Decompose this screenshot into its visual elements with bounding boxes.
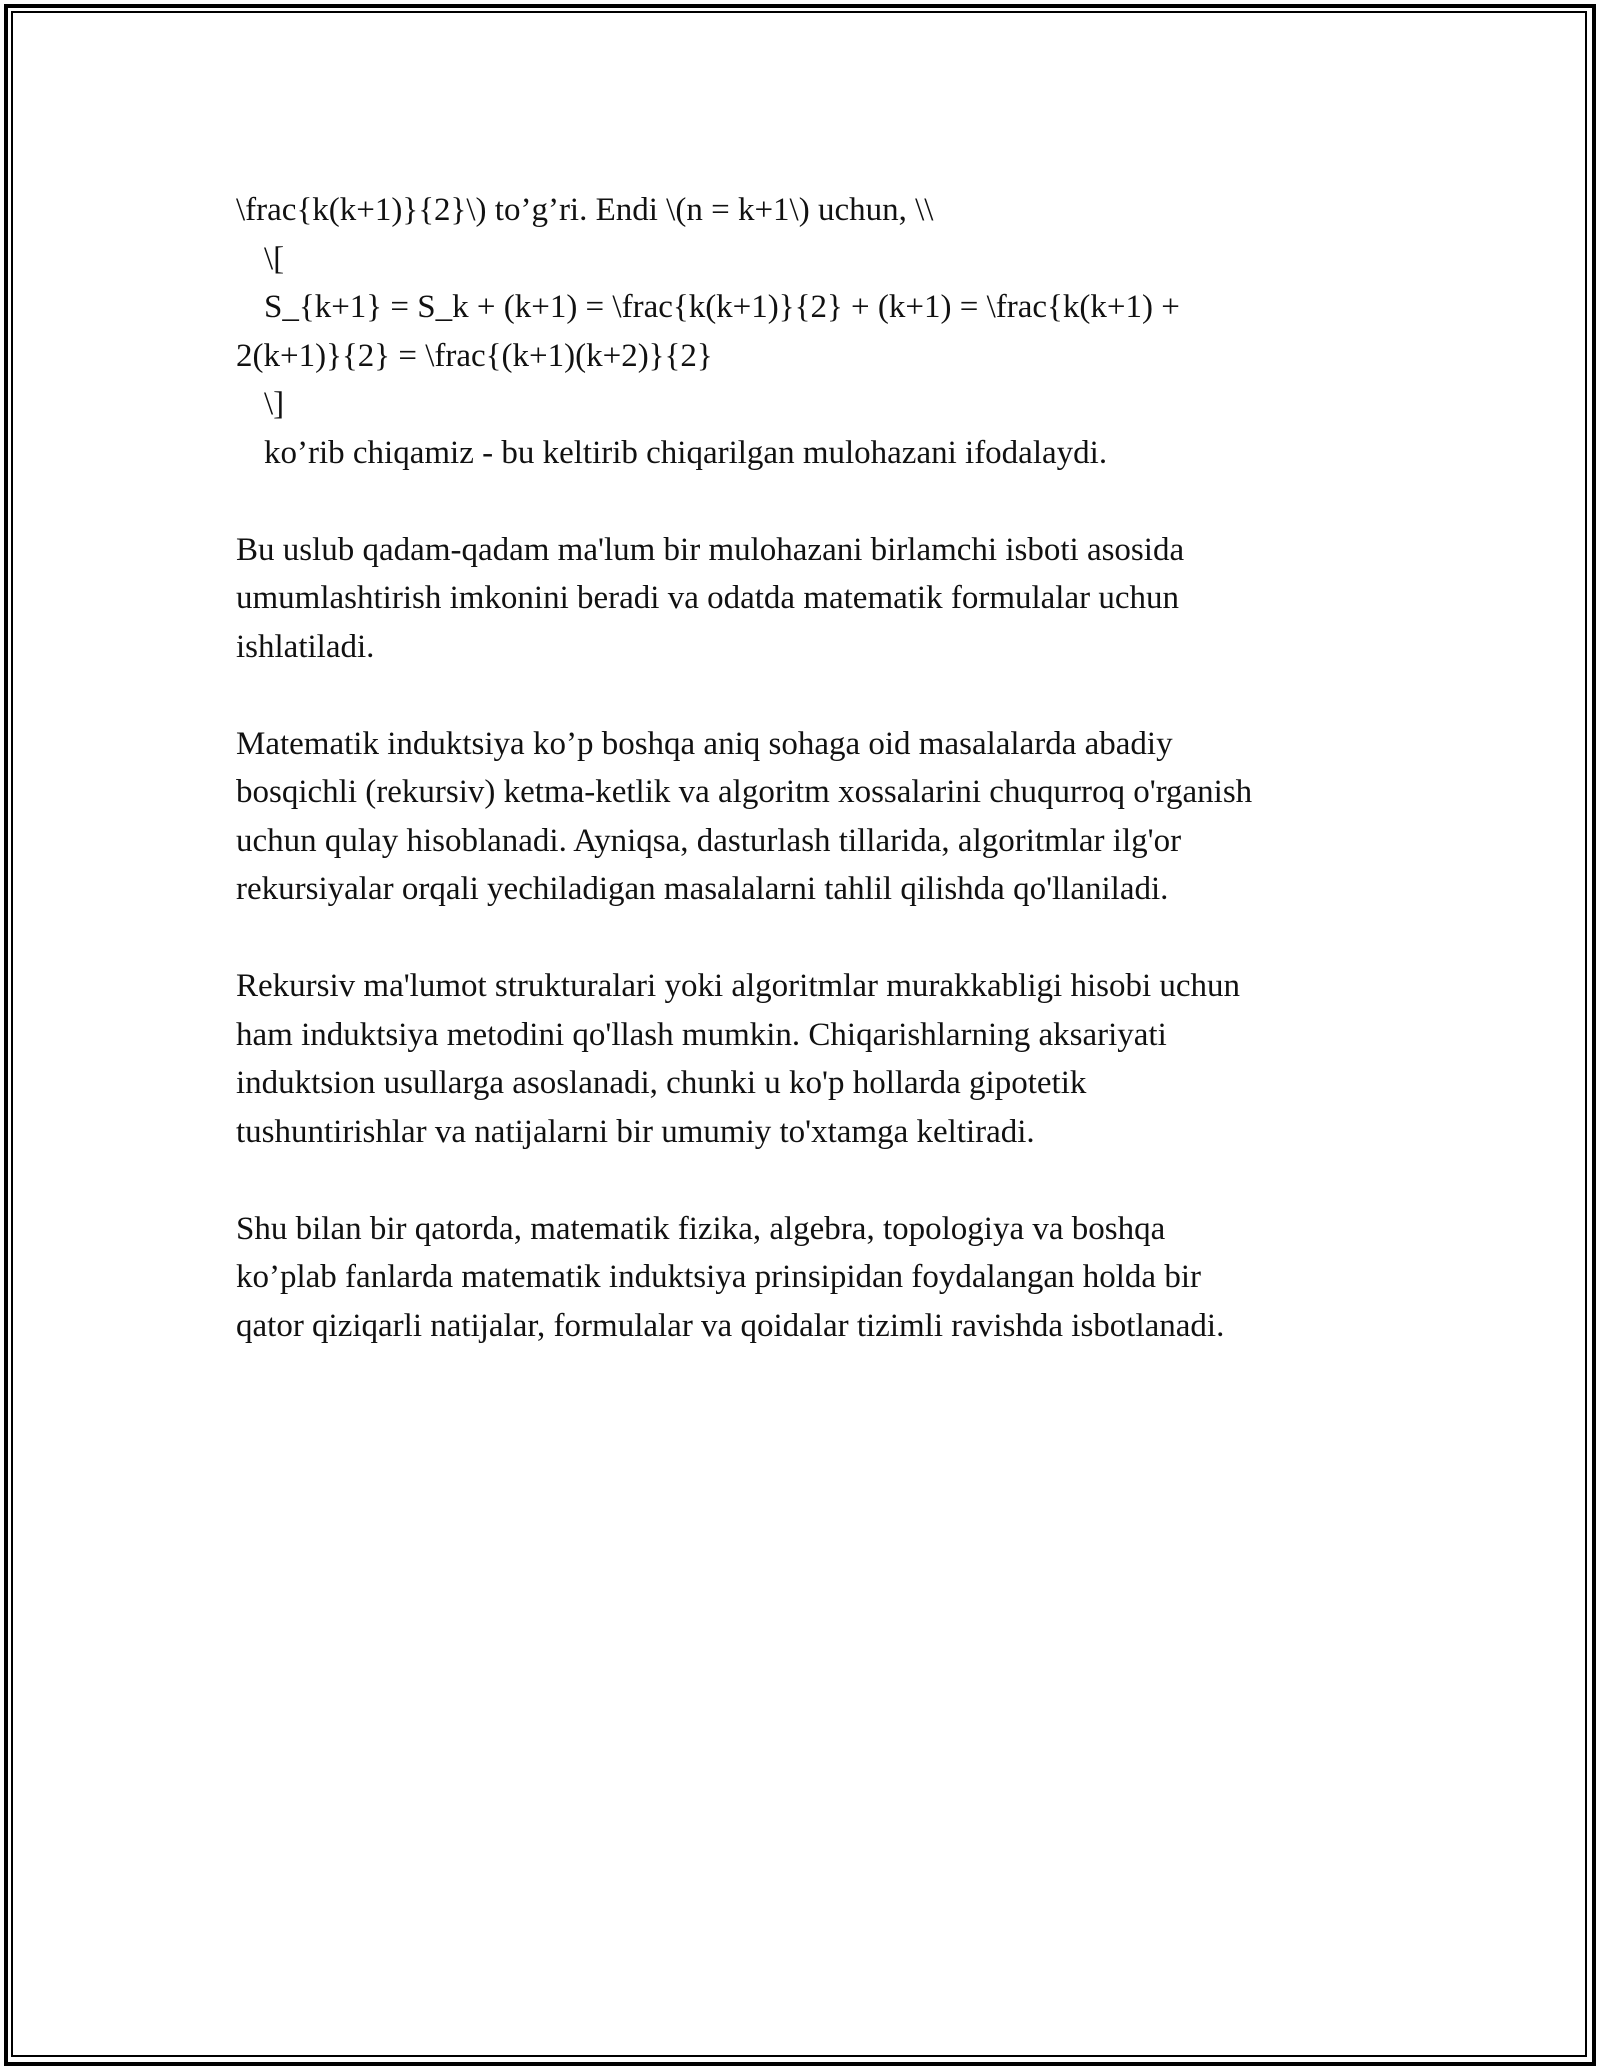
paragraph-line: ishlatiladi.	[236, 628, 375, 665]
proof-block	[236, 186, 1386, 477]
paragraph-line: ham induktsiya metodini qo'llash mumkin. Chiqarishlarning aksariyati	[236, 1016, 1167, 1053]
proof-line: \[	[264, 240, 285, 277]
paragraph-line: umumlashtirish imkonini beradi va odatda matematik formulalar uchun	[236, 580, 1180, 616]
proof-line: 2(k+1)}{2} = \frac{(k+1)(k+2)}{2}	[236, 337, 713, 374]
proof-line: S_{k+1} = S_k + (k+1) = \frac{k(k+1)}{2} + (k+1) = \frac{k(k+1) +	[264, 289, 1180, 325]
paragraph-line: ko’plab fanlarda matematik induktsiya prinsipidan foydalangan holda bir	[236, 1259, 1201, 1295]
paragraph	[236, 526, 1386, 672]
document-body	[236, 186, 1386, 1399]
proof-line: \frac{k(k+1)}{2}\) to’g’ri. Endi \(n = k+1\) uchun, \\	[236, 192, 934, 228]
paragraph-line: Bu uslub qadam-qadam ma'lum bir mulohazani birlamchi isboti asosida	[236, 531, 1185, 568]
proof-line: ko’rib chiqamiz - bu keltirib chiqarilgan mulohazani ifodalaydi.	[264, 434, 1108, 471]
paragraph-line: bosqichli (rekursiv) ketma-ketlik va algoritm xossalarini chuqurroq o'rganish	[236, 774, 1253, 810]
paragraph	[236, 1205, 1386, 1351]
paragraph-line: tushuntirishlar va natijalarni bir umumiy to'xtamga keltiradi.	[236, 1113, 1035, 1150]
paragraph-line: Shu bilan bir qatorda, matematik fizika, algebra, topologiya va boshqa	[236, 1210, 1166, 1247]
paragraph-line: induktsion usullarga asoslanadi, chunki u ko'p hollarda gipotetik	[236, 1065, 1087, 1101]
paragraph-line: uchun qulay hisoblanadi. Ayniqsa, dasturlash tillarida, algoritmlar ilg'or	[236, 822, 1182, 859]
proof-line: \]	[264, 386, 285, 422]
paragraph	[236, 720, 1386, 914]
paragraph-line: qator qiziqarli natijalar, formulalar va qoidalar tizimli ravishda isbotlanadi.	[236, 1307, 1225, 1344]
paragraph-line: Rekursiv ma'lumot strukturalari yoki algoritmlar murakkabligi hisobi uchun	[236, 968, 1241, 1004]
paragraph-line: Matematik induktsiya ko’p boshqa aniq sohaga oid masalalarda abadiy	[236, 725, 1173, 762]
paragraph-line: rekursiyalar orqali yechiladigan masalalarni tahlil qilishda qo'llaniladi.	[236, 871, 1169, 907]
paragraph	[236, 962, 1386, 1156]
